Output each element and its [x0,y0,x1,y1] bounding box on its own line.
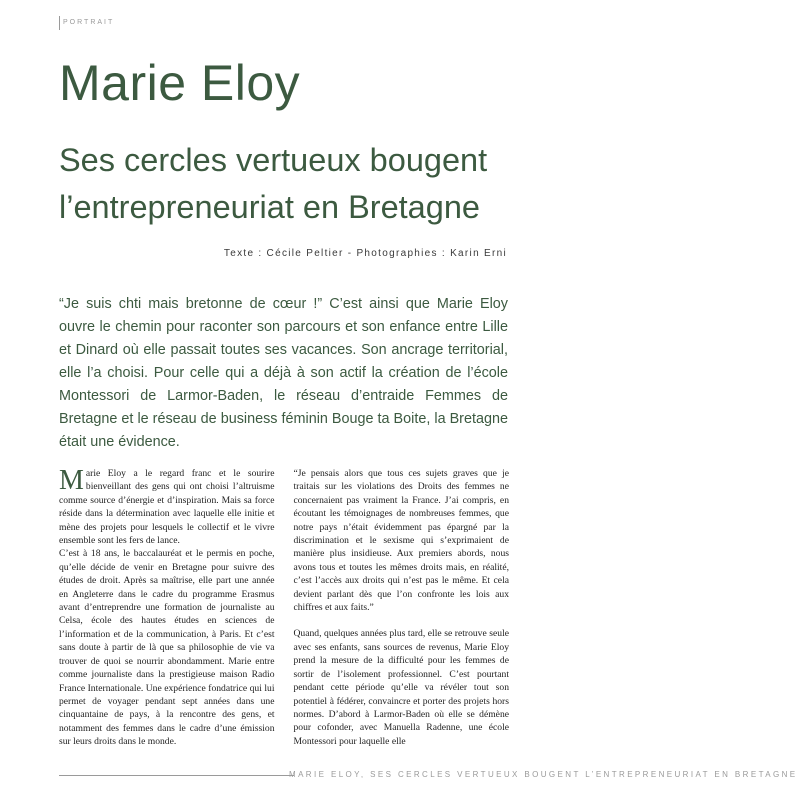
body-paragraph-3: “Je pensais alors que tous ces sujets graves que je traitais sur les violations des Droits des femmes ne concernaient pas vraiment la France. J’ai compris, en écoutant les témoignages de nombreuses femmes, que notre pays n’était évidemment pas épargné par la discrimination et le sexisme qui s’exprimaient de manière plus insidieuse. Aux premiers abords, nous avons tous et toutes les mêmes droits mais, en réalité, c’est l’accès aux droits qui n’est pas le même. Et cela devient parlant dès que l’on confronte les lois aux chiffres et aux faits.” [293,468,509,614]
body-paragraph-1 [59,467,275,547]
article-chapo: “Je suis chti mais bretonne de cœur !” C’est ainsi que Marie Eloy ouvre le chemin pour raconter son parcours et son enfance entre Lille et Dinard où elle passait toutes ses vacances. Son ancrage territorial, elle l’a choisi. Pour celle qui a déjà à son actif la création de l’école Montessori de Larmor-Baden, le réseau d’entraide Femmes de Bretagne et le réseau de business féminin Bouge ta Boite, la Bretagne était une évidence. [59,296,508,450]
article-title: Marie Eloy [59,55,301,111]
footer-rule [59,775,294,776]
body-paragraph-4: Quand, quelques années plus tard, elle se retrouve seule avec ses enfants, sans sources de revenus, Marie Eloy prend la mesure de la difficulté pour les femmes de sortir de l’isolement professionnel. C’est pourtant pendant cette période qu’elle va révéler tout son potentiel à fédérer, convaincre et porter des projets hors normes. D’abord à Larmor-Baden où elle se démène pour cofonder, avec Manuella Radenne, une école Montessori pour laquelle elle [293,628,509,747]
section-label: PORTRAIT [63,19,115,26]
article-subtitle [59,137,619,231]
article-body [59,467,509,763]
article-credits: Texte : Cécile Peltier - Photographies : Karin Erni [223,248,507,259]
drop-cap: M [59,465,84,496]
body-paragraph-1-text: arie Eloy a le regard franc et le sourire bienveillant des gens qui ont choisi l’altruisme comme source d’énergie et d’inspiration. Mais sa force réside dans la détermination avec laquelle elle initie et mène des projets pour lesquels le collectif et le vivre ensemble sont les fers de lance. [59,468,275,547]
section-rule [59,16,60,30]
subtitle-line-1: Ses cercles vertueux bougent [59,142,488,178]
subtitle-line-2: l’entrepreneuriat en Bretagne [59,189,480,225]
body-paragraph-2: C’est à 18 ans, le baccalauréat et le permis en poche, qu’elle décide de venir en Bretagne pour suivre des études de droit. Après sa maîtrise, elle part une année en Angleterre dans le cadre du programme Erasmus avant d’entreprendre une formation de journaliste au Celsa, école des hautes études en sciences de l’information et de la communication, à Paris. Et c’est sans doute à partir de là que sa philosophie de vie va trouver de quoi se nourrir abondamment. Marie entre comme journaliste dans la prestigieuse maison Radio France Internationale. Une expérience fondatrice qui lui permet de voyager pendant sept années dans une cinquantaine de pays, à la rencontre des gens, et notamment des femmes dans le cadre d’une émission sur leurs droits dans le monde. [59,548,275,748]
running-footer: MARIE ELOY, SES CERCLES VERTUEUX BOUGENT L’ENTREPRENEURIAT EN BRETAGNE [289,770,798,779]
